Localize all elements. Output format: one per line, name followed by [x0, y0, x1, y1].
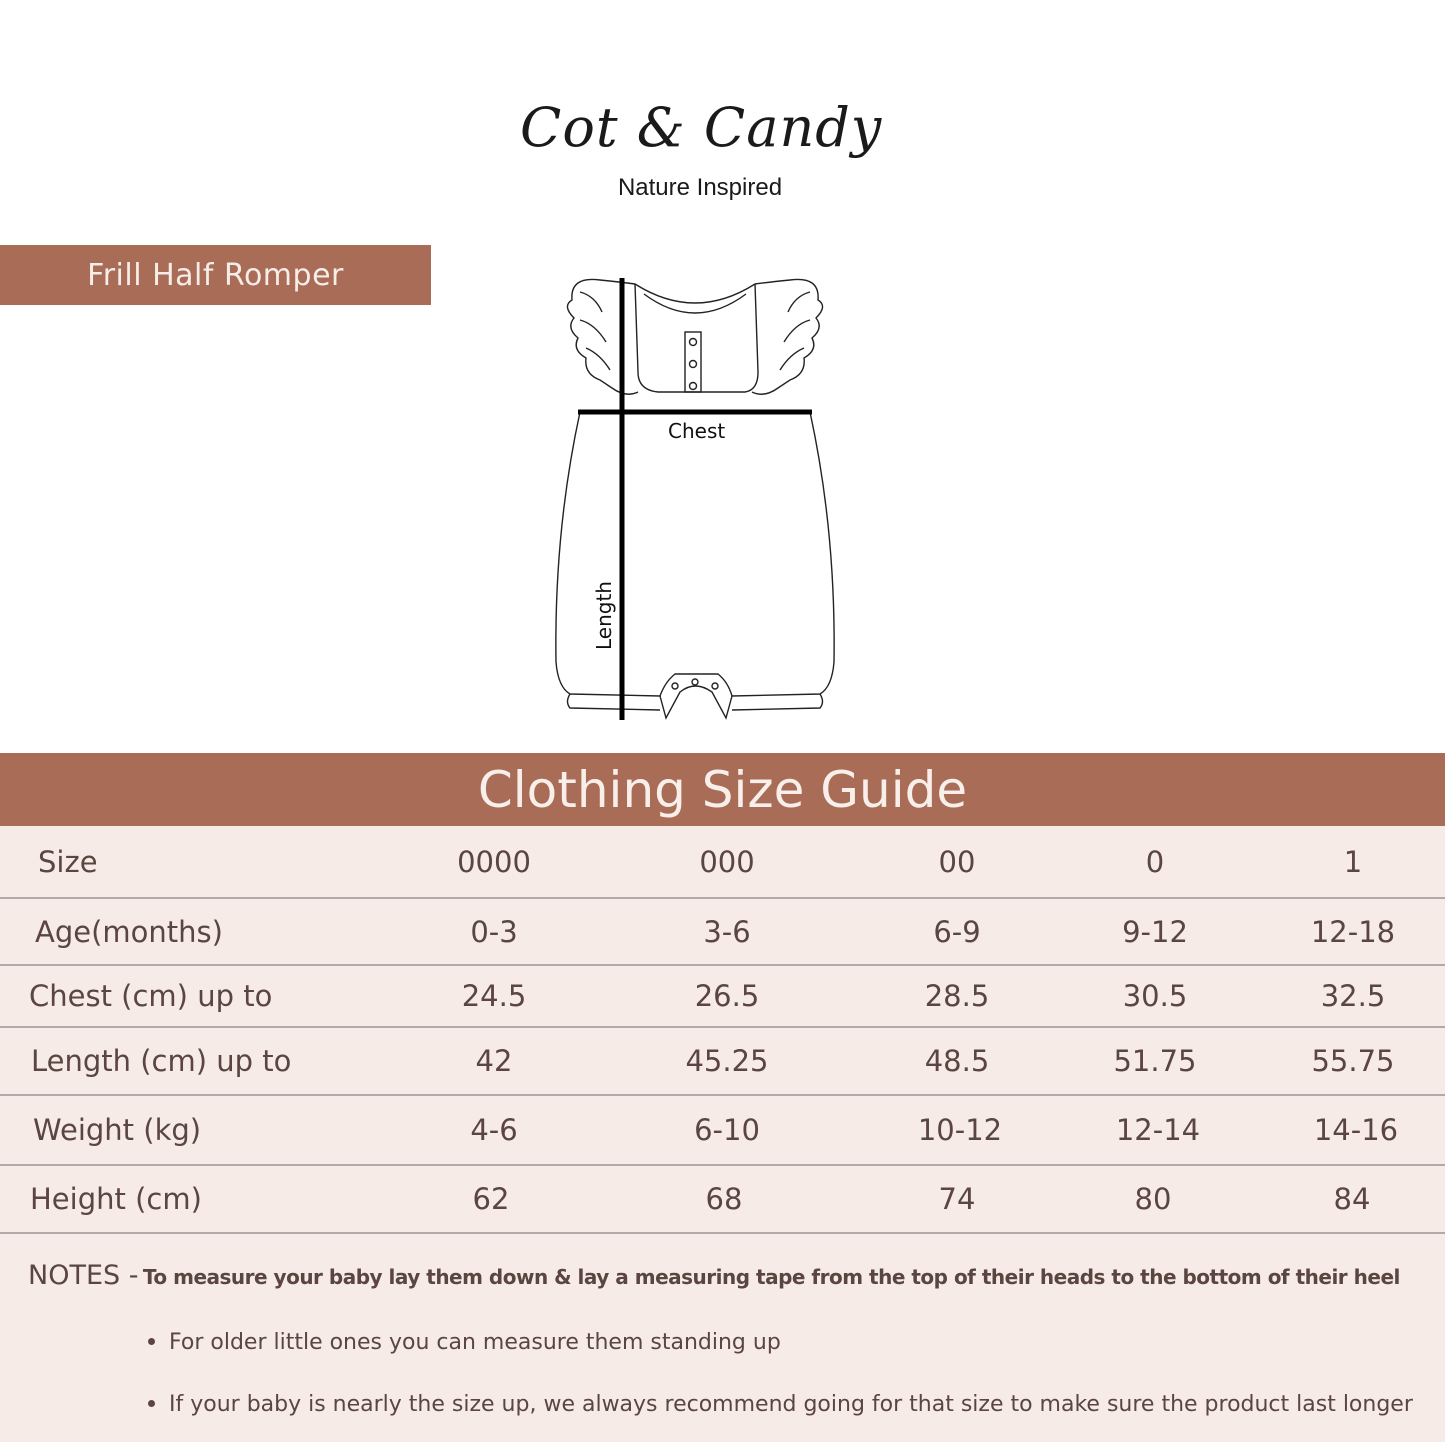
row-label: Size: [38, 844, 98, 879]
table-cell: 0: [1145, 844, 1165, 879]
table-cell: 51.75: [1113, 1044, 1197, 1078]
notes-main-text: To measure your baby lay them down & lay a measuring tape from the top of their heads to the bottom of their heel: [142, 1265, 1400, 1289]
table-cell: 68: [705, 1182, 743, 1216]
table-cell: 45.25: [685, 1044, 769, 1078]
table-row-height: [0, 1166, 1445, 1234]
notes-bullet-text: For older little ones you can measure them standing up: [169, 1330, 781, 1355]
table-cell: 48.5: [924, 1044, 990, 1078]
notes-bullet: [148, 1392, 1413, 1417]
table-cell: 0000: [457, 844, 531, 879]
table-cell: 26.5: [694, 979, 760, 1013]
size-table: [0, 826, 1445, 1234]
table-cell: 4-6: [470, 1113, 518, 1147]
table-cell: 6-10: [694, 1113, 760, 1147]
row-label: Length (cm) up to: [31, 1044, 292, 1078]
table-cell: 28.5: [924, 979, 990, 1013]
table-cell: 00: [938, 844, 976, 879]
romper-diagram: [540, 262, 850, 732]
chest-label: Chest: [668, 419, 726, 443]
table-cell: 30.5: [1122, 979, 1188, 1013]
bullet-dot: [148, 1338, 155, 1345]
notes-heading: NOTES -: [28, 1260, 139, 1291]
size-guide-title: Clothing Size Guide: [0, 753, 1445, 826]
table-cell: 3-6: [703, 914, 751, 949]
table-cell: 0-3: [470, 914, 518, 949]
table-cell: 24.5: [461, 979, 527, 1013]
notes-section: [0, 1234, 1445, 1442]
brand-header: [0, 90, 1445, 210]
table-cell: 12-14: [1115, 1113, 1201, 1147]
table-row-size: [0, 826, 1445, 899]
notes-main-line: [28, 1260, 1400, 1291]
table-cell: 42: [475, 1044, 513, 1078]
table-cell: 55.75: [1311, 1044, 1395, 1078]
romper-outline: [556, 279, 834, 718]
row-label: Chest (cm) up to: [29, 979, 273, 1013]
table-row-age: [0, 899, 1445, 966]
table-row-length: [0, 1028, 1445, 1096]
table-cell: 80: [1134, 1182, 1172, 1216]
brand-logo: Cot & Candy: [520, 96, 883, 159]
row-label: Age(months): [35, 914, 223, 949]
table-cell: 32.5: [1320, 979, 1386, 1013]
notes-bullet: [148, 1330, 781, 1355]
table-cell: 12-18: [1310, 914, 1396, 949]
table-cell: 10-12: [917, 1113, 1003, 1147]
bullet-dot: [148, 1400, 155, 1407]
row-label: Weight (kg): [33, 1113, 202, 1147]
table-cell: 62: [472, 1182, 510, 1216]
table-cell: 000: [699, 844, 755, 879]
notes-bullet-text: If your baby is nearly the size up, we always recommend going for that size to make sure the product last longer: [169, 1392, 1413, 1417]
row-label: Height (cm): [30, 1182, 202, 1216]
table-cell: 1: [1343, 844, 1363, 879]
product-name-tag: Frill Half Romper: [0, 245, 431, 305]
table-cell: 9-12: [1122, 914, 1188, 949]
table-cell: 6-9: [933, 914, 981, 949]
table-cell: 74: [938, 1182, 976, 1216]
length-label: Length: [592, 581, 616, 650]
table-row-chest: [0, 966, 1445, 1028]
table-row-weight: [0, 1096, 1445, 1166]
brand-tagline: Nature Inspired: [617, 174, 783, 201]
table-cell: 14-16: [1313, 1113, 1399, 1147]
table-cell: 84: [1333, 1182, 1371, 1216]
